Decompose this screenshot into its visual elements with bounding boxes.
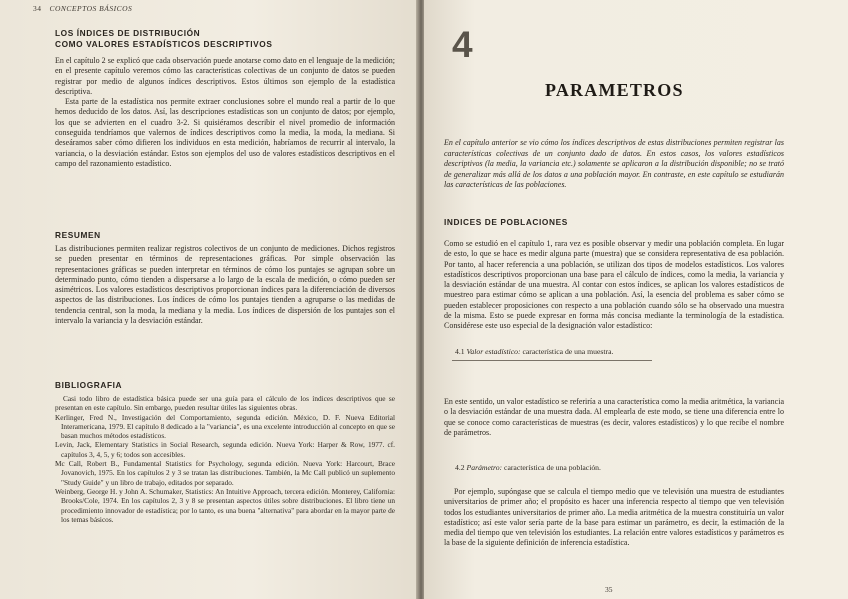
definition-2-term: Parámetro: bbox=[466, 463, 503, 472]
section-title bbox=[55, 28, 395, 50]
bibliografia-heading: BIBLIOGRAFIA bbox=[55, 380, 123, 390]
definition-1-number: 4.1 bbox=[455, 347, 465, 356]
bib-entry-1: Kerlinger, Fred N., Investigación del Comportamiento, segunda edición. México, D. F. Nueva Editorial Interamericana, 1979. El capítulo 8 dedicado a la "variancia", es una excelente introducción al concepto en que se basan muchos métodos estadísticos. bbox=[55, 412, 395, 441]
definition-1-text: característica de una muestra. bbox=[522, 347, 614, 356]
bib-entry-3: Mc Call, Robert B., Fundamental Statistics for Psychology, segunda edición. Nueva York: Harcourt, Brace Jovanovich, 1975. En los capítulos 2 y 3 se tratan las distribuciones. También, la Mc Call publicó un suplemento "Study Guide" y un libro de trabajo, editados por separado. bbox=[55, 459, 395, 487]
bibliografia bbox=[55, 394, 395, 524]
definition-2-number: 4.2 bbox=[455, 463, 465, 472]
definition-1-rule bbox=[452, 360, 652, 361]
section-heading: INDICES DE POBLACIONES bbox=[444, 217, 568, 227]
running-head-text: CONCEPTOS BÁSICOS bbox=[49, 4, 133, 13]
running-head bbox=[33, 4, 132, 13]
section-title-line-2: COMO VALORES ESTADÍSTICOS DESCRIPTIVOS bbox=[55, 39, 273, 49]
left-page bbox=[0, 0, 418, 599]
section-paragraph: Como se estudió en el capítulo 1, rara vez es posible observar y medir una población completa. En lugar de esto, lo que se hace es medir alguna parte (muestra) que se considera representativa de esa población. Por tanto, al hacer referencia a una población, se utilizan dos tipos de modelos estadísticos. Los valores estadísticos descriptivos proporcionan una base para el cálculo de índices, como la media, la variancia y la desviación estándar de una muestra. Al contar con estos índices, se aplican los valores estadísticos de muestreo para estimar cómo se aplican a una población. Así, la esencia del problema es saber cómo se pueden establecer proposiciones con respecto a una población cuando sólo se ha observado una muestra de la misma. Esto se puede expresar en forma más concisa mediante la terminología de la estadística. Considérese este uso especial de la designación valor estadístico: bbox=[444, 239, 784, 331]
resumen-heading: RESUMEN bbox=[55, 230, 101, 240]
bib-entry-2: Levin, Jack, Elementary Statistics in Social Research, segunda edición. Nueva York: Harper & Row, 1977. cf. capítulos 3, 4, 5, y 6; todos son accesibles. bbox=[55, 440, 395, 459]
bibliografia-intro: Casi todo libro de estadística básica puede ser una guía para el cálculo de los índices descriptivos que se presentan en este capítulo. Sin embargo, pueden resultar útiles las siguientes obras. bbox=[55, 394, 395, 413]
chapter-number: 4 bbox=[452, 24, 473, 65]
final-paragraph: Por ejemplo, supóngase que se calcula el tiempo medio que ve televisión una muestra de estudiantes universitarios de primer año; el propósito es hacer una inferencia respecto al tiempo que ven televisión todos los estudiantes universitarios de primer año. La media aritmética de la muestra constituiría un valor estadístico; así este valor sería parte de la base para estimar un parámetro, es decir, la estimación de la media del tiempo que ven televisión los estudiantes. La relación entre valores estadísticos y parámetros es la base de la siguiente definición de inferencia estadística. bbox=[444, 487, 784, 548]
intro-paragraph-1: En el capítulo 2 se explicó que cada observación puede anotarse como dato en el lenguaje de la medición; en el presente capítulo veremos cómo las características colectivas de un conjunto de datos se pueden registrar por medio de algunos índices descriptivos. Estos últimos son ejemplo de la estadística descriptiva. bbox=[55, 56, 395, 96]
definition-2-text: característica de una población. bbox=[504, 463, 601, 472]
definition-1-term: Valor estadístico: bbox=[466, 347, 521, 356]
middle-paragraph: En este sentido, un valor estadístico se referiría a una característica como la media aritmética, la variancia o la desviación estándar de una muestra dada. Al emplearla de este modo, se tiene una diferencia entre lo que se conoce como características de muestras (es decir, valores estadísticos) y lo que recibe el nombre de parámetros. bbox=[444, 397, 784, 437]
chapter-title: PARAMETROS bbox=[545, 80, 684, 100]
right-page-number: 35 bbox=[605, 585, 613, 594]
section-title-line-1: LOS ÍNDICES DE DISTRIBUCIÓN bbox=[55, 28, 201, 38]
resumen-text: Las distribuciones permiten realizar registros colectivos de un conjunto de mediciones. Dichos registros se pueden presentar en términos de representaciones gráficas. Por simple observación las representaciones gráficas se pueden interpretar en términos de cómo los puntajes se agrupan sobre un determinado punto, cómo tienden a dispersarse a lo largo de la escala de medición, o cómo pueden ser asimétricos. Los valores estadísticos descriptivos proporcionan índices para la diferenciación de diversos aspectos de las distribuciones. Los índices de cómo los puntajes tienden a agruparse o las medidas de tendencia central, son la moda, la mediana y la media. Los índices de dispersión de los puntajes son el intervalo la variancia y la desviación estándar. bbox=[55, 244, 395, 326]
definition-2 bbox=[455, 463, 775, 473]
definition-1 bbox=[455, 347, 775, 357]
intro-text bbox=[55, 56, 395, 169]
left-page-number: 34 bbox=[33, 4, 42, 13]
bib-entry-4: Weinberg, George H. y John A. Schumaker, Statistics: An Intuitive Approach, tercera edición. Monterey, California: Brooks/Cole, 1974. En los capítulos 2, 3 y 8 se presentan aspectos útiles sobre distribuciones. El libro tiene un procedimiento innovador de estadística; por lo tanto, es una buena "alternativa" para abordar en la mayor parte de los temas básicos. bbox=[55, 486, 395, 524]
chapter-intro: En el capítulo anterior se vio cómo los índices descriptivos de estas distribuciones permiten registrar las características colectivas de un conjunto dado de datos. En estos casos, los valores estadísticos descriptivos (la media, la variancia etc.) solamente se aplicaron a la distribución disponible; no se trató de generalizar más allá de los datos a una población mayor. En contraste, en este capítulo se estudiarán las características de las poblaciones. bbox=[444, 138, 784, 190]
intro-paragraph-2: Esta parte de la estadística nos permite extraer conclusiones sobre el mundo real a partir de lo que hemos deducido de los datos. Así, las descripciones estadísticas son un conjunto de datos; por ejemplo, los que se advierten en el cuadro 3-2. Si quisiéramos describir el nivel promedio de información conseguida tendríamos que valernos de índices descriptivos como la media, la moda, la mediana. Si deseáramos saber cómo difieren los individuos en esta medición, habríamos de recurrir al intervalo, la variancia, o la desviación estándar. Estos son ejemplos del uso de valores estadísticos descriptivos en el campo del razonamiento estadístico. bbox=[55, 97, 395, 168]
